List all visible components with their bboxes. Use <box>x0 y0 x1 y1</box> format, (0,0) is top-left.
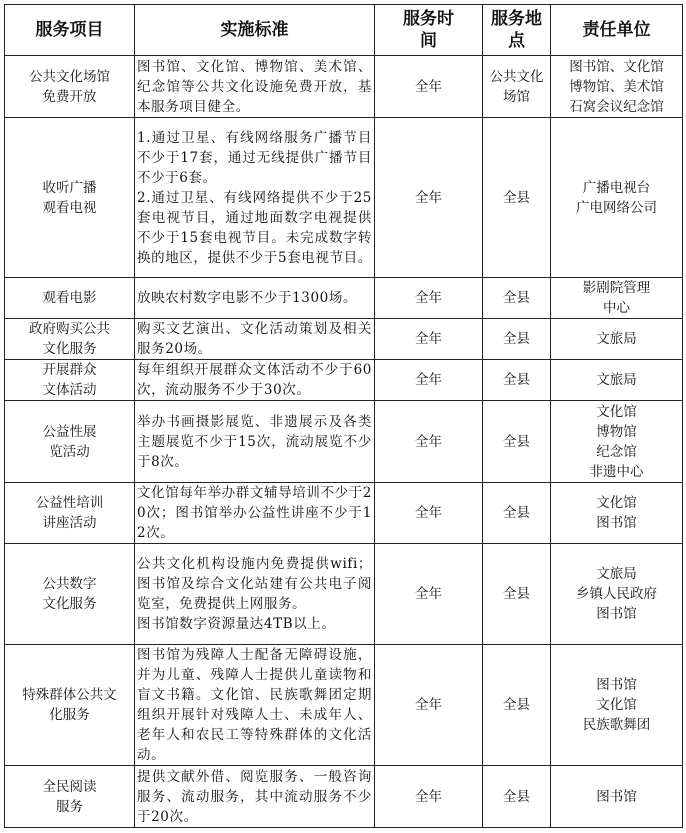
responsible-unit-cell-line: 广播电视台 <box>582 179 651 196</box>
standard-cell-line: 文化馆每年举办群文辅导培训不少于20次；图书馆举办公益性讲座不少于12次。 <box>137 485 372 541</box>
service-place-cell <box>483 645 551 766</box>
standard-cell-line: 购买文艺演出、文化活动策划及相关服务20场。 <box>137 321 372 357</box>
header-responsible-unit: 责任单位 <box>551 5 683 56</box>
responsible-unit-cell <box>551 56 683 118</box>
standard-cell <box>135 278 375 319</box>
responsible-unit-cell <box>551 360 683 401</box>
responsible-unit-cell <box>551 483 683 544</box>
responsible-unit-cell <box>551 118 683 278</box>
table-row <box>5 278 683 319</box>
service-place-cell-line: 全县 <box>503 697 530 713</box>
service-item-cell-line: 览活动 <box>49 443 90 460</box>
service-item-cell-line: 文化服务 <box>42 596 97 612</box>
service-place-cell <box>483 544 551 645</box>
responsible-unit-cell-line: 图书馆 <box>596 606 637 622</box>
service-time-cell: 全年 <box>375 483 483 544</box>
service-item-cell-line: 公益性培训 <box>35 495 104 511</box>
table-row <box>5 645 683 766</box>
service-place-cell-line: 全县 <box>503 372 530 388</box>
service-place-cell <box>483 56 551 118</box>
service-item-cell <box>5 645 135 766</box>
service-time-cell: 全年 <box>375 401 483 483</box>
header-service-time: 服务时间 <box>375 5 483 56</box>
header-service-item: 服务项目 <box>5 5 135 56</box>
responsible-unit-cell <box>551 278 683 319</box>
service-place-cell <box>483 483 551 544</box>
standard-cell-line: 1.通过卫星、有线网络服务广播节目不少于17套，通过无线提供广播节目不少于6套。 <box>137 129 372 186</box>
service-place-cell <box>483 766 551 828</box>
responsible-unit-cell-line: 图书馆 <box>596 788 637 805</box>
service-place-cell-line: 全县 <box>503 290 530 306</box>
table-row <box>5 401 683 483</box>
standard-cell-line: 公共文化机构设施内免费提供wifi；图书馆及综合文化站建有公共电子阅览室，免费提供上网服务。 <box>137 556 372 612</box>
standard-cell-line: 图书馆、文化馆、博物馆、美术馆、纪念馆等公共文化设施免费开放，基本服务项目健全。 <box>137 58 372 115</box>
service-item-cell <box>5 544 135 645</box>
header-row <box>5 5 683 56</box>
standard-cell-line: 图书馆为残障人士配备无障碍设施，并为儿童、残障人士提供儿童读物和盲文书籍。文化馆、民族歌舞团定期组织开展针对残障人士、未成年人、老年人和农民工等特殊群体的文化活动。 <box>137 647 372 763</box>
responsible-unit-cell-line: 中心 <box>603 300 630 316</box>
service-item-cell-line: 收听广播 <box>42 179 97 196</box>
responsible-unit-cell-line: 图书馆、文化馆 <box>569 58 664 75</box>
service-item-cell-line: 观看电影 <box>42 290 97 306</box>
responsible-unit-cell-line: 民族歌舞团 <box>582 717 651 733</box>
service-item-cell-line: 公共文化场馆 <box>29 68 110 85</box>
table-row <box>5 360 683 401</box>
service-item-cell <box>5 401 135 483</box>
standard-cell-line: 2.通过卫星、有线网络提供不少于25套电视节目，通过地面数字电视提供不少于15套电视节目。未完成数字转换的地区，提供不少于5套电视节目。 <box>137 189 372 266</box>
standard-cell <box>135 118 375 278</box>
responsible-unit-cell <box>551 645 683 766</box>
service-time-cell: 全年 <box>375 118 483 278</box>
service-item-cell <box>5 278 135 319</box>
responsible-unit-cell-line: 影剧院管理 <box>582 280 651 296</box>
standard-cell <box>135 319 375 360</box>
service-place-cell-line: 全县 <box>503 433 530 450</box>
responsible-unit-cell <box>551 544 683 645</box>
responsible-unit-cell-line: 纪念馆 <box>596 443 637 460</box>
service-item-cell-line: 讲座活动 <box>42 515 97 531</box>
service-standards-table <box>4 4 683 828</box>
responsible-unit-cell-line: 乡镇人民政府 <box>576 586 657 602</box>
header-standard: 实施标准 <box>135 5 375 56</box>
responsible-unit-cell-line: 石窝会议纪念馆 <box>569 98 664 115</box>
service-item-cell-line: 开展群众 <box>42 362 97 378</box>
table-row <box>5 56 683 118</box>
responsible-unit-cell <box>551 319 683 360</box>
service-place-cell-line: 公共文化 <box>489 68 544 85</box>
table-row <box>5 544 683 645</box>
standard-cell <box>135 483 375 544</box>
responsible-unit-cell <box>551 766 683 828</box>
service-time-cell: 全年 <box>375 319 483 360</box>
responsible-unit-cell-line: 文旅局 <box>596 372 637 388</box>
responsible-unit-cell-line: 广电网络公司 <box>576 199 657 216</box>
responsible-unit-cell-line: 文化馆 <box>596 495 637 511</box>
service-place-cell-line: 全县 <box>503 586 530 602</box>
standard-cell-line: 提供文献外借、阅览服务、一般咨询服务、流动服务，其中流动服务不少于20次。 <box>137 768 372 825</box>
standard-cell <box>135 766 375 828</box>
service-place-cell <box>483 118 551 278</box>
service-item-cell-line: 文化服务 <box>42 341 97 357</box>
standard-cell-line: 举办书画摄影展览、非遗展示及各类主题展览不少于15次，流动展览不少于8次。 <box>137 413 372 470</box>
service-item-cell <box>5 483 135 544</box>
service-time-cell: 全年 <box>375 766 483 828</box>
service-item-cell-line: 公共数字 <box>42 576 97 592</box>
service-item-cell <box>5 118 135 278</box>
service-item-cell <box>5 319 135 360</box>
responsible-unit-cell-line: 博物馆 <box>596 423 637 440</box>
responsible-unit-cell <box>551 401 683 483</box>
service-time-cell: 全年 <box>375 360 483 401</box>
service-item-cell-line: 公益性展 <box>42 423 97 440</box>
service-item-cell <box>5 360 135 401</box>
service-place-cell <box>483 319 551 360</box>
service-place-cell-line: 场馆 <box>503 88 530 105</box>
service-place-cell-line: 全县 <box>503 331 530 347</box>
responsible-unit-cell-line: 图书馆 <box>596 677 637 693</box>
standard-cell-line: 放映农村数字电影不少于1300场。 <box>137 290 358 306</box>
service-item-cell-line: 免费开放 <box>42 88 97 105</box>
service-item-cell <box>5 56 135 118</box>
service-place-cell-line: 全县 <box>503 788 530 805</box>
service-time-cell: 全年 <box>375 278 483 319</box>
service-time-cell: 全年 <box>375 544 483 645</box>
responsible-unit-cell-line: 博物馆、美术馆 <box>569 78 664 95</box>
responsible-unit-cell-line: 文化馆 <box>596 403 637 420</box>
service-time-cell: 全年 <box>375 56 483 118</box>
service-place-cell-line: 全县 <box>503 505 530 521</box>
table-row <box>5 483 683 544</box>
service-place-cell-line: 全县 <box>503 189 530 206</box>
service-item-cell-line: 政府购买公共 <box>29 321 110 337</box>
table-row <box>5 118 683 278</box>
service-item-cell-line: 文体活动 <box>42 382 97 398</box>
standard-cell <box>135 360 375 401</box>
service-item-cell-line: 服务 <box>56 798 83 815</box>
table-header <box>5 5 683 56</box>
service-place-cell <box>483 360 551 401</box>
table-row <box>5 766 683 828</box>
service-place-cell <box>483 278 551 319</box>
responsible-unit-cell-line: 图书馆 <box>596 515 637 531</box>
service-item-cell <box>5 766 135 828</box>
standard-cell <box>135 645 375 766</box>
responsible-unit-cell-line: 文旅局 <box>596 566 637 582</box>
responsible-unit-cell-line: 文旅局 <box>596 331 637 347</box>
standard-cell <box>135 544 375 645</box>
responsible-unit-cell-line: 非遗中心 <box>589 463 644 480</box>
service-time-cell: 全年 <box>375 645 483 766</box>
service-item-cell-line: 特殊群体公共文 <box>22 687 117 703</box>
standard-cell <box>135 56 375 118</box>
service-item-cell-line: 全民阅读 <box>42 778 97 795</box>
table-row <box>5 319 683 360</box>
standard-cell-line: 图书馆数字资源量达4TB以上。 <box>137 616 336 632</box>
header-service-place: 服务地点 <box>483 5 551 56</box>
service-item-cell-line: 观看电视 <box>42 199 97 216</box>
standard-cell-line: 每年组织开展群众文体活动不少于60次，流动服务不少于30次。 <box>137 362 372 398</box>
service-item-cell-line: 化服务 <box>49 707 90 723</box>
table-body <box>5 56 683 828</box>
responsible-unit-cell-line: 文化馆 <box>596 697 637 713</box>
standard-cell <box>135 401 375 483</box>
service-place-cell <box>483 401 551 483</box>
